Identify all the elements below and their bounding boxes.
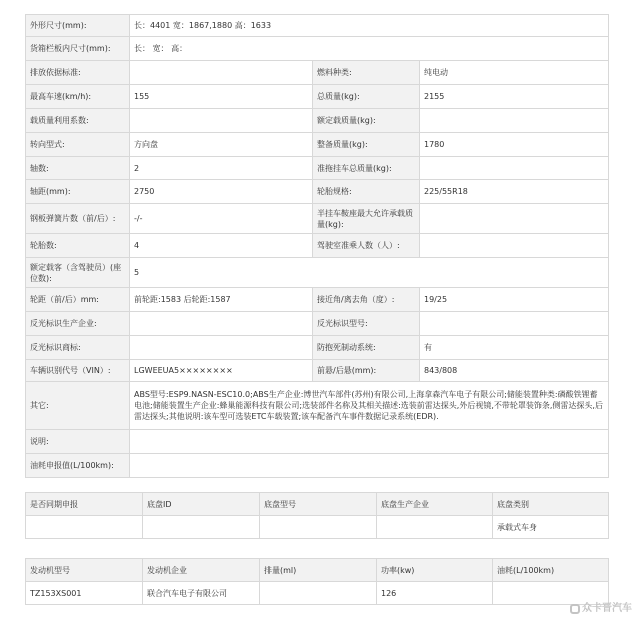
leaf-spring-value: -/- bbox=[130, 204, 313, 234]
rated-passengers-label: 额定载客（含驾驶员）(座位数): bbox=[26, 258, 130, 288]
fuel-report-label: 油耗申报值(L/100km): bbox=[26, 454, 130, 478]
load-util-label: 载质量利用系数: bbox=[26, 109, 130, 133]
wheelbase-value: 2750 bbox=[130, 180, 313, 204]
trailer-mass-label: 准拖挂车总质量(kg): bbox=[313, 157, 420, 180]
leaf-spring-label: 钢板弹簧片数（前/后）: bbox=[26, 204, 130, 234]
axles-label: 轴数: bbox=[26, 157, 130, 180]
tire-value: 225/55R18 bbox=[420, 180, 609, 204]
rated-load-value bbox=[420, 109, 609, 133]
wheelbase-label: 轴距(mm): bbox=[26, 180, 130, 204]
total-mass-label: 总质量(kg): bbox=[313, 85, 420, 109]
engine-header-maker: 发动机企业 bbox=[143, 559, 260, 582]
watermark-text: 众卡晋汽车 bbox=[582, 603, 632, 614]
max-speed-label: 最高车速(km/h): bbox=[26, 85, 130, 109]
reflector-model-value bbox=[420, 312, 609, 336]
chassis-cell-id bbox=[143, 516, 260, 539]
chassis-cell-concurrent bbox=[26, 516, 143, 539]
note-value bbox=[130, 430, 609, 454]
vin-label: 车辆识别代号（VIN）: bbox=[26, 360, 130, 382]
trailer-mass-value bbox=[420, 157, 609, 180]
engine-header-fuel: 油耗(L/100km) bbox=[493, 559, 609, 582]
engine-cell-power: 126 bbox=[377, 582, 493, 605]
reflector-model-label: 反光标识型号: bbox=[313, 312, 420, 336]
chassis-header-concurrent: 是否同期申报 bbox=[26, 493, 143, 516]
vin-value: LGWEEUA5×××××××× bbox=[130, 360, 313, 382]
cab-seats-label: 驾驶室准乘人数（人）: bbox=[313, 234, 420, 258]
emission-std-label: 排放依据标准: bbox=[26, 61, 130, 85]
dimensions-label: 外形尺寸(mm): bbox=[26, 15, 130, 37]
tire-count-value: 4 bbox=[130, 234, 313, 258]
saddle-load-value bbox=[420, 204, 609, 234]
reflector-brand-label: 反光标识商标: bbox=[26, 336, 130, 360]
watermark bbox=[570, 599, 632, 614]
tire-label: 轮胎规格: bbox=[313, 180, 420, 204]
load-util-value bbox=[130, 109, 313, 133]
overhang-label: 前悬/后悬(mm): bbox=[313, 360, 420, 382]
track-label: 轮距（前/后）mm: bbox=[26, 288, 130, 312]
chassis-header-type: 底盘类别 bbox=[493, 493, 609, 516]
dimensions-value: 长：4401 宽：1867,1880 高：1633 bbox=[130, 15, 609, 37]
abs-value: 有 bbox=[420, 336, 609, 360]
curb-mass-label: 整备质量(kg): bbox=[313, 133, 420, 157]
abs-label: 防抱死制动系统: bbox=[313, 336, 420, 360]
engine-cell-displacement bbox=[260, 582, 377, 605]
cargo-box-label: 货箱栏板内尺寸(mm): bbox=[26, 37, 130, 61]
engine-header-power: 功率(kw) bbox=[377, 559, 493, 582]
approach-label: 接近角/离去角（度）: bbox=[313, 288, 420, 312]
chassis-cell-type: 承载式车身 bbox=[493, 516, 609, 539]
fuel-type-label: 燃料种类: bbox=[313, 61, 420, 85]
chassis-header-maker: 底盘生产企业 bbox=[377, 493, 493, 516]
rated-passengers-value: 5 bbox=[130, 258, 609, 288]
fuel-type-value: 纯电动 bbox=[420, 61, 609, 85]
reflector-maker-label: 反光标识生产企业: bbox=[26, 312, 130, 336]
engine-cell-maker: 联合汽车电子有限公司 bbox=[143, 582, 260, 605]
rated-load-label: 额定载质量(kg): bbox=[313, 109, 420, 133]
chassis-header-id: 底盘ID bbox=[143, 493, 260, 516]
chassis-cell-maker bbox=[377, 516, 493, 539]
curb-mass-value: 1780 bbox=[420, 133, 609, 157]
chassis-header-model: 底盘型号 bbox=[260, 493, 377, 516]
fuel-report-value bbox=[130, 454, 609, 478]
total-mass-value: 2155 bbox=[420, 85, 609, 109]
spec-table bbox=[25, 14, 609, 478]
note-label: 说明: bbox=[26, 430, 130, 454]
reflector-brand-value bbox=[130, 336, 313, 360]
chassis-cell-model bbox=[260, 516, 377, 539]
chassis-table bbox=[25, 492, 609, 539]
steering-value: 方向盘 bbox=[130, 133, 313, 157]
watermark-logo-icon bbox=[570, 604, 580, 614]
other-value: ABS型号:ESP9.NASN-ESC10.0;ABS生产企业:博世汽车部件(苏州)有限公司,上海拿森汽车电子有限公司;储能装置种类:磷酸铁锂蓄电池;储能装置生产企业:蜂巢能源科技有限公司;选装部件名称及其相关描述:选装前雷达探头,外后视镜,不带轮罩装饰条,侧雷达探头,后雷达探头;其他说明:该车型可选装ETC车载装置;该车配备汽车事件数据记录系统(EDR). bbox=[130, 382, 609, 430]
other-label: 其它: bbox=[26, 382, 130, 430]
tire-count-label: 轮胎数: bbox=[26, 234, 130, 258]
track-value: 前轮距:1583 后轮距:1587 bbox=[130, 288, 313, 312]
engine-cell-model: TZ153XS001 bbox=[26, 582, 143, 605]
axles-value: 2 bbox=[130, 157, 313, 180]
engine-table bbox=[25, 558, 609, 605]
max-speed-value: 155 bbox=[130, 85, 313, 109]
overhang-value: 843/808 bbox=[420, 360, 609, 382]
reflector-maker-value bbox=[130, 312, 313, 336]
cargo-box-value: 长： 宽： 高： bbox=[130, 37, 609, 61]
engine-header-model: 发动机型号 bbox=[26, 559, 143, 582]
cab-seats-value bbox=[420, 234, 609, 258]
emission-std-value bbox=[130, 61, 313, 85]
engine-header-displacement: 排量(ml) bbox=[260, 559, 377, 582]
steering-label: 转向型式: bbox=[26, 133, 130, 157]
saddle-load-label: 半挂车鞍座最大允许承载质量(kg): bbox=[313, 204, 420, 234]
approach-value: 19/25 bbox=[420, 288, 609, 312]
